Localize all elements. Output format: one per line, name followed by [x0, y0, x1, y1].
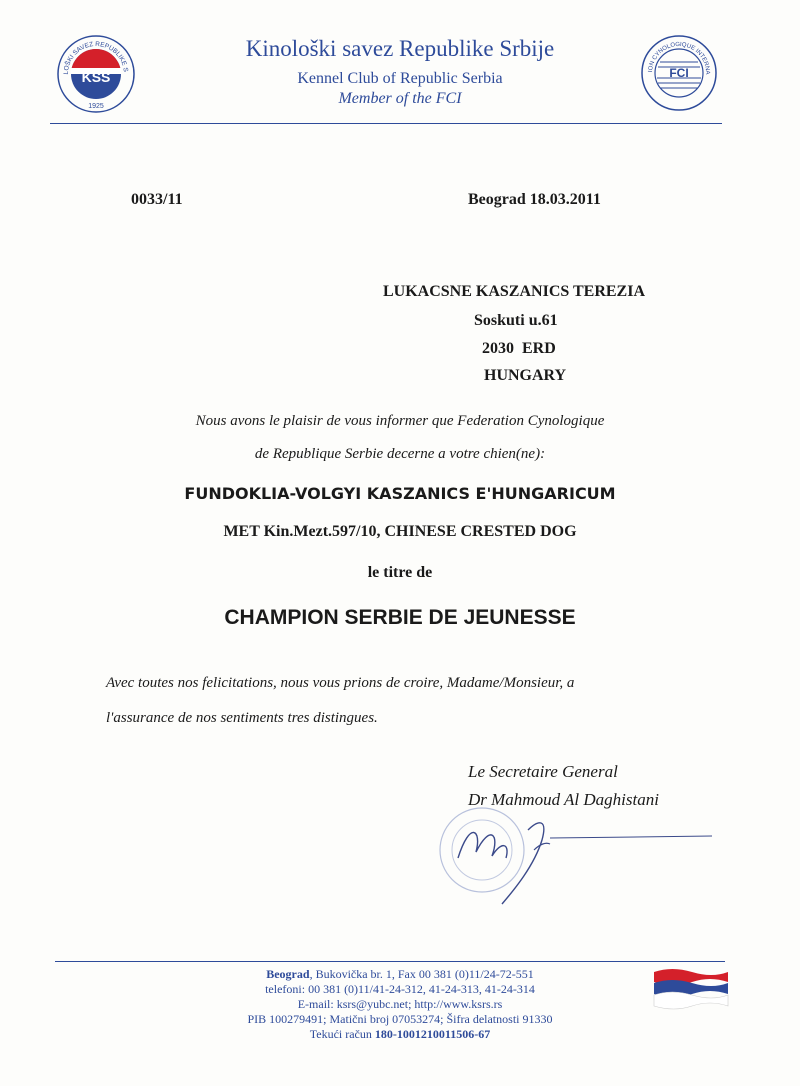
closing-line-2: l'assurance de nos sentiments tres distingues.	[106, 710, 378, 726]
footer-contact: E-mail: ksrs@yubc.net; http://www.ksrs.rs	[297, 997, 503, 1011]
kss-logo	[56, 34, 136, 114]
serbian-flag-ribbon	[652, 966, 730, 1012]
footer-address	[150, 967, 650, 982]
letter-date: Beograd 18.03.2011	[468, 191, 601, 208]
award-title: CHAMPION SERBIE DE JEUNESSE	[224, 606, 576, 629]
dog-details: MET Kin.Mezt.597/10, CHINESE CRESTED DOG	[223, 523, 577, 540]
recipient-country: HUNGARY	[484, 367, 567, 384]
recipient-city: 2030 ERD	[482, 340, 556, 357]
intro-line-1: Nous avons le plaisir de vous informer que Federation Cynologique	[195, 413, 605, 429]
recipient-name: LUKACSNE KASZANICS TEREZIA	[383, 283, 645, 300]
closing-line-1: Avec toutes nos felicitations, nous vous prions de croire, Madame/Monsieur, a	[106, 675, 575, 691]
footer-account-number: 180-1001210011506-67	[374, 1027, 491, 1041]
fci-logo	[640, 34, 718, 112]
dog-name: FUNDOKLIA-VOLGYI KASZANICS E'HUNGARICUM	[184, 484, 616, 503]
footer-registry: PIB 100279491; Matični broj 07053274; Šifra delatnosti 91330	[247, 1012, 553, 1026]
footer-divider	[55, 961, 725, 962]
letterhead-title: Kinološki savez Republike Srbije	[245, 36, 555, 61]
official-stamp-and-signature	[430, 800, 720, 910]
footer-account	[150, 1027, 650, 1042]
fci-logo-abbr: FCI	[669, 66, 689, 80]
footer-phones: telefoni: 00 381 (0)11/41-24-312, 41-24-313, 41-24-314	[265, 982, 535, 996]
reference-number: 0033/11	[131, 191, 183, 208]
header-divider	[50, 123, 722, 124]
fci-logo-ring-text: ION CYNOLOGIQUE INTERNA	[648, 41, 711, 75]
letterhead-subtitle: Kennel Club of Republic Serbia	[297, 70, 503, 87]
footer-address-rest: , Bukovička br. 1, Fax 00 381 (0)11/24-72-551	[309, 967, 534, 981]
signatory-role: Le Secretaire General	[468, 762, 618, 781]
intro-line-2: de Republique Serbie decerne a votre chien(ne):	[254, 446, 546, 462]
footer-account-label: Tekući račun	[309, 1027, 375, 1041]
recipient-street: Soskuti u.61	[474, 312, 558, 329]
signatory-name: Dr Mahmoud Al Daghistani	[468, 790, 659, 809]
title-prefix: le titre de	[367, 564, 433, 581]
kss-logo-year: 1925	[88, 103, 104, 110]
footer-city: Beograd	[266, 967, 310, 981]
kss-logo-ring-text: LOŠKI SAVEZ REPUBLIKE S	[62, 40, 129, 75]
kss-logo-abbr: KSS	[81, 69, 111, 85]
letterhead-member: Member of the FCI	[338, 90, 462, 107]
